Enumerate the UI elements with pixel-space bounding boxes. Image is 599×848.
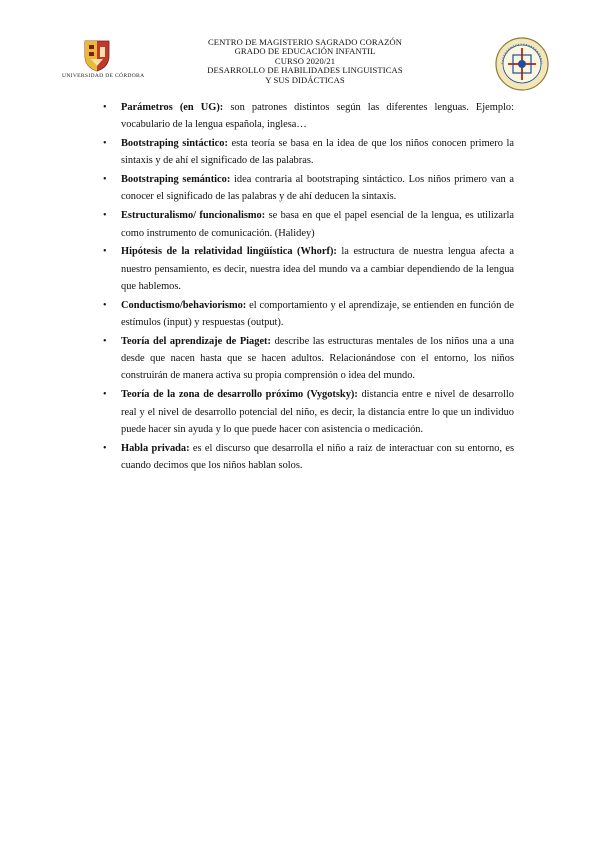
center-seal-logo [494, 36, 550, 92]
list-item [103, 135, 514, 170]
bullet-icon: • [103, 174, 107, 186]
bullet-icon: • [103, 210, 107, 222]
item-term: Teoría del aprendizaje de Piaget: [121, 335, 271, 347]
document-header [160, 38, 450, 85]
item-text: el comportamiento y el aprendizaje, se entienden en función de estímulos (input) y respuestas (output). [121, 299, 514, 329]
university-crest-icon [82, 38, 112, 72]
list-item [103, 207, 514, 242]
list-item [103, 99, 514, 134]
bullet-icon: • [103, 102, 107, 113]
item-term: Bootstraping semántico: [121, 174, 231, 186]
university-name: UNIVERSIDAD DE CÓRDOBA [62, 73, 145, 79]
bullet-icon: • [103, 299, 107, 311]
item-text: se basa en que el papel esencial de la lengua, es utilizarla como instrumento de comunicación. (Halidey) [121, 210, 515, 239]
concepts-list [103, 99, 514, 474]
header-line-center: CENTRO DE MAGISTERIO SAGRADO CORAZÓN [207, 37, 403, 47]
bullet-icon: • [103, 246, 107, 258]
list-item [103, 243, 514, 295]
document-body [103, 99, 514, 476]
item-term: Habla privada: [121, 442, 190, 454]
header-line-course: CURSO 2020/21 [274, 55, 336, 66]
item-term: Conductismo/behaviorismo: [121, 299, 247, 311]
item-text: distancia entre e nivel de desarrollo real y el nivel de desarrollo potencial del niño, es decir, la distancia entre lo que un individuo puede hacer sin ayuda y lo que puede hacer con asistencia o medicación. [121, 389, 514, 435]
header-line-subject: DESARROLLO DE HABILIDADES LINGUISTICAS [207, 65, 403, 76]
header-line-subject-cont: Y SUS DIDÁCTICAS [265, 74, 345, 85]
item-term: Hipótesis de la relatividad lingüística (Whorf): [121, 246, 337, 258]
item-text: la estructura de nuestra lengua afecta a nuestro pensamiento, es decir, nuestra idea del mundo va a cambiar dependiendo de la lengua que hablemos. [121, 246, 514, 292]
bullet-icon: • [103, 389, 107, 401]
item-term: Parámetros (en UG): [121, 102, 224, 113]
university-logo [62, 38, 145, 86]
item-text: describe las estructuras mentales de los niños una a una desde que nacen hasta que se hacen adultos. Relacionándose con el entorno, los niños construirán de manera activa su propia comprensión o idea del mundo. [121, 335, 515, 382]
bullet-icon: • [103, 335, 107, 347]
bullet-icon: • [103, 442, 107, 454]
list-item [103, 386, 514, 438]
item-term: Estructuralismo/ funcionalismo: [121, 210, 266, 222]
item-text: idea contraria al bootstraping sintáctico. Los niños primero van a conocer el significado de las palabras y de ahí deducen la sintaxis. [121, 174, 514, 203]
item-text: es el discurso que desarrolla el niño a raíz de interactuar con su entorno, es cuando decimos que los niños hablan solos. [121, 442, 514, 471]
list-item [103, 440, 514, 475]
list-item [103, 297, 514, 332]
magisterio-seal-icon [494, 36, 550, 92]
bullet-icon: • [103, 138, 107, 150]
item-text: son patrones distintos según las diferentes lenguas. Ejemplo: vocabulario de la lengua española, inglesa… [121, 102, 514, 131]
list-item [103, 171, 514, 206]
item-text: esta teoría se basa en la idea de que los niños conocen primero la sintaxis y de ahí el significado de las palabras. [121, 138, 514, 167]
item-term: Teoría de la zona de desarrollo próximo (Vygotsky): [121, 389, 358, 401]
header-line-degree: GRADO DE EDUCACIÓN INFANTIL [234, 46, 376, 57]
item-term: Bootstraping sintáctico: [121, 138, 228, 150]
list-item [103, 333, 514, 385]
